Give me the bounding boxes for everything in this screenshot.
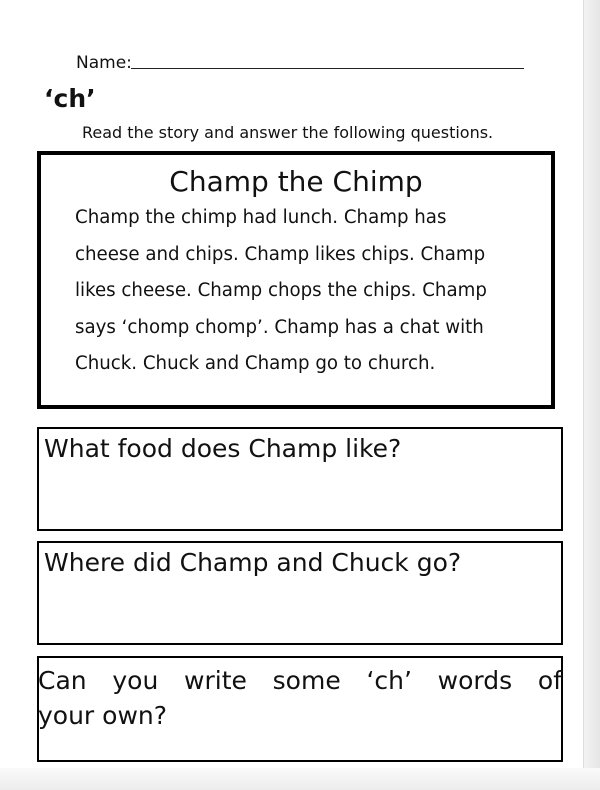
question-3-answer-box[interactable] <box>37 656 563 762</box>
question-2-answer-box[interactable] <box>37 541 563 645</box>
story-line: likes cheese. Champ chops the chips. Champ <box>75 280 487 301</box>
question-1-answer-box[interactable] <box>37 427 563 531</box>
question-2-text: Where did Champ and Chuck go? <box>44 548 462 577</box>
story-box <box>37 151 555 409</box>
question-3-text-line-1: Can you write some ‘ch’ words of <box>38 666 562 695</box>
story-line: Champ the chimp had lunch. Champ has <box>75 207 447 228</box>
story-line: says ‘chomp chomp’. Champ has a chat with <box>75 316 484 338</box>
question-1-text: What food does Champ like? <box>44 434 402 463</box>
story-title: Champ the Chimp <box>169 165 423 198</box>
instructions: Read the story and answer the following questions. <box>82 123 494 142</box>
name-write-line[interactable] <box>131 68 524 69</box>
name-label: Name: <box>76 53 132 73</box>
page-edge <box>583 0 600 790</box>
story-text <box>75 200 530 383</box>
phonics-sound-label: ‘ch’ <box>44 84 96 113</box>
story-line: cheese and chips. Champ likes chips. Champ <box>75 243 486 265</box>
page-bottom-edge <box>0 768 600 790</box>
question-3-text-line-2: your own? <box>38 701 168 730</box>
story-line: Chuck. Chuck and Champ go to church. <box>75 353 436 374</box>
